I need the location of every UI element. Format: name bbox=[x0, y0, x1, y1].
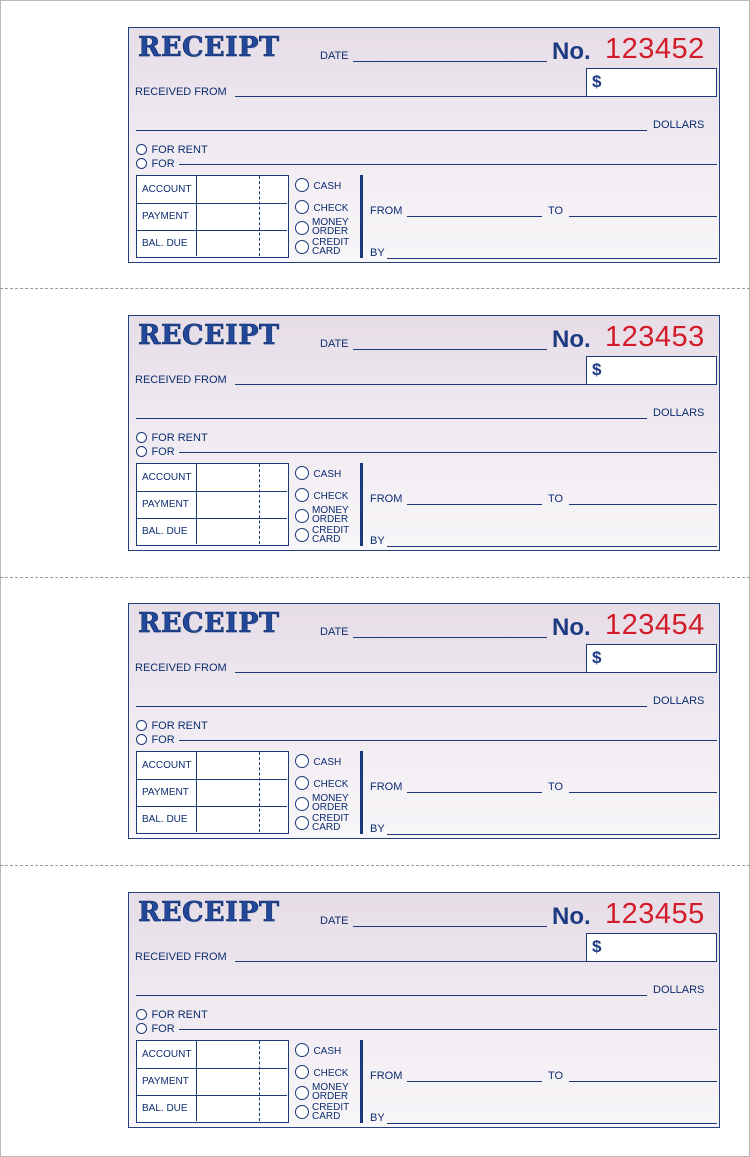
for-label: FOR bbox=[151, 446, 175, 458]
by-field-line[interactable] bbox=[387, 1123, 717, 1124]
receipt-title: RECEIPT bbox=[138, 608, 280, 639]
from-label: FROM bbox=[370, 1070, 403, 1082]
account-label: ACCOUNT bbox=[142, 472, 192, 483]
account-row bbox=[137, 464, 287, 491]
receipt-serial-number: 123455 bbox=[605, 898, 705, 930]
section-divider-bar bbox=[360, 751, 363, 834]
to-label: TO bbox=[548, 1070, 564, 1082]
for-option[interactable] bbox=[136, 730, 175, 748]
received-from-label: RECEIVED FROM bbox=[135, 374, 227, 386]
for-field-line[interactable] bbox=[179, 164, 717, 165]
receipt-serial-number: 123453 bbox=[605, 321, 705, 353]
money-order-label-line2: ORDER bbox=[312, 514, 349, 525]
check-option[interactable] bbox=[295, 1063, 348, 1081]
credit-card-label-line1: CREDIT bbox=[312, 525, 350, 536]
balance-due-label: BAL. DUE bbox=[142, 814, 188, 825]
check-option[interactable] bbox=[295, 198, 348, 216]
for-radio[interactable] bbox=[136, 158, 147, 169]
amount-field[interactable] bbox=[586, 644, 717, 673]
account-label: ACCOUNT bbox=[142, 760, 192, 771]
to-field-line[interactable] bbox=[569, 504, 717, 505]
credit-card-label-line2: CARD bbox=[312, 822, 341, 833]
dollar-sign: $ bbox=[592, 72, 602, 91]
section-divider-bar bbox=[360, 463, 363, 546]
money-order-label-line2: ORDER bbox=[312, 802, 349, 813]
money-order-label-line2: ORDER bbox=[312, 226, 349, 237]
received-from-label: RECEIVED FROM bbox=[135, 86, 227, 98]
for-radio[interactable] bbox=[136, 734, 147, 745]
number-label: No. bbox=[552, 614, 591, 641]
amount-words-field-line[interactable] bbox=[136, 706, 647, 707]
cents-divider bbox=[259, 1041, 260, 1121]
account-row bbox=[137, 752, 287, 779]
date-field-line[interactable] bbox=[353, 349, 547, 350]
payment-label: PAYMENT bbox=[142, 211, 189, 222]
credit-card-radio[interactable] bbox=[295, 1105, 309, 1119]
for-option[interactable] bbox=[136, 154, 175, 172]
cash-radio[interactable] bbox=[295, 178, 309, 192]
check-label: CHECK bbox=[313, 1068, 349, 1079]
balance-due-row bbox=[137, 230, 287, 257]
from-field-line[interactable] bbox=[407, 792, 542, 793]
account-table bbox=[136, 751, 289, 834]
account-table bbox=[136, 463, 289, 546]
date-label: DATE bbox=[320, 915, 349, 927]
date-label: DATE bbox=[320, 338, 349, 350]
dollar-sign: $ bbox=[592, 937, 602, 956]
number-label: No. bbox=[552, 903, 591, 930]
receipt-serial-number: 123454 bbox=[605, 609, 705, 641]
date-field-line[interactable] bbox=[353, 61, 547, 62]
dollar-sign: $ bbox=[592, 648, 602, 667]
table-column-divider bbox=[196, 464, 197, 544]
for-radio[interactable] bbox=[136, 1023, 147, 1034]
dollars-label: DOLLARS bbox=[653, 407, 705, 419]
received-from-field-line[interactable] bbox=[235, 384, 717, 385]
balance-due-label: BAL. DUE bbox=[142, 1103, 188, 1114]
to-label: TO bbox=[548, 493, 564, 505]
check-radio[interactable] bbox=[295, 488, 309, 502]
section-divider-bar bbox=[360, 1040, 363, 1123]
for-rent-label: FOR RENT bbox=[151, 720, 208, 732]
date-field-line[interactable] bbox=[353, 637, 547, 638]
to-field-line[interactable] bbox=[569, 1081, 717, 1082]
receipt-title: RECEIPT bbox=[138, 897, 280, 928]
from-label: FROM bbox=[370, 781, 403, 793]
cents-divider bbox=[259, 176, 260, 256]
credit-card-label-line2: CARD bbox=[312, 534, 341, 545]
credit-card-label-line2: CARD bbox=[312, 1111, 341, 1122]
balance-due-row bbox=[137, 806, 287, 833]
cash-radio[interactable] bbox=[295, 754, 309, 768]
for-rent-label: FOR RENT bbox=[151, 144, 208, 156]
cents-divider bbox=[259, 752, 260, 832]
date-label: DATE bbox=[320, 50, 349, 62]
for-rent-label: FOR RENT bbox=[151, 432, 208, 444]
amount-words-field-line[interactable] bbox=[136, 995, 647, 996]
payment-label: PAYMENT bbox=[142, 787, 189, 798]
cash-option[interactable] bbox=[295, 176, 341, 194]
table-column-divider bbox=[196, 176, 197, 256]
for-rent-label: FOR RENT bbox=[151, 1009, 208, 1021]
number-label: No. bbox=[552, 326, 591, 353]
by-field-line[interactable] bbox=[387, 546, 717, 547]
money-order-radio[interactable] bbox=[295, 221, 309, 235]
receipt-form bbox=[128, 603, 720, 839]
dollar-sign: $ bbox=[592, 360, 602, 379]
payment-row bbox=[137, 491, 287, 518]
table-column-divider bbox=[196, 1041, 197, 1121]
by-field-line[interactable] bbox=[387, 834, 717, 835]
from-field-line[interactable] bbox=[407, 1081, 542, 1082]
to-field-line[interactable] bbox=[569, 216, 717, 217]
credit-card-radio[interactable] bbox=[295, 240, 309, 254]
money-order-label-line1: MONEY bbox=[312, 1082, 349, 1093]
by-label: BY bbox=[370, 247, 385, 259]
cents-divider bbox=[259, 464, 260, 544]
amount-field[interactable] bbox=[586, 933, 717, 962]
from-label: FROM bbox=[370, 493, 403, 505]
payment-row bbox=[137, 1068, 287, 1095]
amount-field[interactable] bbox=[586, 356, 717, 385]
account-label: ACCOUNT bbox=[142, 1049, 192, 1060]
cash-label: CASH bbox=[313, 469, 342, 480]
check-option[interactable] bbox=[295, 774, 348, 792]
received-from-field-line[interactable] bbox=[235, 672, 717, 673]
money-order-label-line1: MONEY bbox=[312, 217, 349, 228]
credit-card-radio[interactable] bbox=[295, 816, 309, 830]
check-radio[interactable] bbox=[295, 776, 309, 790]
to-label: TO bbox=[548, 781, 564, 793]
money-order-radio[interactable] bbox=[295, 509, 309, 523]
cash-option[interactable] bbox=[295, 464, 341, 482]
money-order-label-line2: ORDER bbox=[312, 1091, 349, 1102]
by-label: BY bbox=[370, 823, 385, 835]
cash-option[interactable] bbox=[295, 752, 341, 770]
by-label: BY bbox=[370, 535, 385, 547]
for-radio[interactable] bbox=[136, 446, 147, 457]
for-field-line[interactable] bbox=[179, 1029, 717, 1030]
to-label: TO bbox=[548, 205, 564, 217]
perforation-line bbox=[0, 577, 750, 578]
account-table bbox=[136, 1040, 289, 1123]
balance-due-row bbox=[137, 1095, 287, 1122]
account-row bbox=[137, 176, 287, 203]
account-table bbox=[136, 175, 289, 258]
from-field-line[interactable] bbox=[407, 216, 542, 217]
to-field-line[interactable] bbox=[569, 792, 717, 793]
balance-due-label: BAL. DUE bbox=[142, 526, 188, 537]
account-label: ACCOUNT bbox=[142, 184, 192, 195]
payment-row bbox=[137, 779, 287, 806]
cash-radio[interactable] bbox=[295, 466, 309, 480]
date-field-line[interactable] bbox=[353, 926, 547, 927]
dollars-label: DOLLARS bbox=[653, 984, 705, 996]
credit-card-label-line1: CREDIT bbox=[312, 813, 350, 824]
for-label: FOR bbox=[151, 158, 175, 170]
date-label: DATE bbox=[320, 626, 349, 638]
check-option[interactable] bbox=[295, 486, 348, 504]
from-label: FROM bbox=[370, 205, 403, 217]
balance-due-row bbox=[137, 518, 287, 545]
check-radio[interactable] bbox=[295, 1065, 309, 1079]
for-option[interactable] bbox=[136, 1019, 175, 1037]
amount-words-field-line[interactable] bbox=[136, 130, 647, 131]
payment-label: PAYMENT bbox=[142, 499, 189, 510]
cash-option[interactable] bbox=[295, 1041, 341, 1059]
money-order-radio[interactable] bbox=[295, 1086, 309, 1100]
cash-label: CASH bbox=[313, 181, 342, 192]
dollars-label: DOLLARS bbox=[653, 119, 705, 131]
number-label: No. bbox=[552, 38, 591, 65]
payment-row bbox=[137, 203, 287, 230]
check-label: CHECK bbox=[313, 203, 349, 214]
money-order-label-line1: MONEY bbox=[312, 793, 349, 804]
received-from-label: RECEIVED FROM bbox=[135, 951, 227, 963]
for-label: FOR bbox=[151, 1023, 175, 1035]
for-label: FOR bbox=[151, 734, 175, 746]
receipt-title: RECEIPT bbox=[138, 320, 280, 351]
receipt-title: RECEIPT bbox=[138, 32, 280, 63]
perforation-line bbox=[0, 288, 750, 289]
for-field-line[interactable] bbox=[179, 740, 717, 741]
credit-card-radio[interactable] bbox=[295, 528, 309, 542]
receipt-form bbox=[128, 315, 720, 551]
payment-label: PAYMENT bbox=[142, 1076, 189, 1087]
from-field-line[interactable] bbox=[407, 504, 542, 505]
amount-words-field-line[interactable] bbox=[136, 418, 647, 419]
received-from-label: RECEIVED FROM bbox=[135, 662, 227, 674]
amount-field[interactable] bbox=[586, 68, 717, 97]
check-label: CHECK bbox=[313, 779, 349, 790]
money-order-label-line1: MONEY bbox=[312, 505, 349, 516]
by-field-line[interactable] bbox=[387, 258, 717, 259]
for-field-line[interactable] bbox=[179, 452, 717, 453]
by-label: BY bbox=[370, 1112, 385, 1124]
perforation-line bbox=[0, 865, 750, 866]
balance-due-label: BAL. DUE bbox=[142, 238, 188, 249]
money-order-radio[interactable] bbox=[295, 797, 309, 811]
for-option[interactable] bbox=[136, 442, 175, 460]
cash-radio[interactable] bbox=[295, 1043, 309, 1057]
received-from-field-line[interactable] bbox=[235, 96, 717, 97]
check-radio[interactable] bbox=[295, 200, 309, 214]
credit-card-label-line2: CARD bbox=[312, 246, 341, 257]
credit-card-label-line1: CREDIT bbox=[312, 237, 350, 248]
section-divider-bar bbox=[360, 175, 363, 258]
cash-label: CASH bbox=[313, 1046, 342, 1057]
receipt-form bbox=[128, 892, 720, 1128]
table-column-divider bbox=[196, 752, 197, 832]
account-row bbox=[137, 1041, 287, 1068]
receipt-form bbox=[128, 27, 720, 263]
received-from-field-line[interactable] bbox=[235, 961, 717, 962]
credit-card-label-line1: CREDIT bbox=[312, 1102, 350, 1113]
cash-label: CASH bbox=[313, 757, 342, 768]
dollars-label: DOLLARS bbox=[653, 695, 705, 707]
check-label: CHECK bbox=[313, 491, 349, 502]
receipt-serial-number: 123452 bbox=[605, 33, 705, 65]
